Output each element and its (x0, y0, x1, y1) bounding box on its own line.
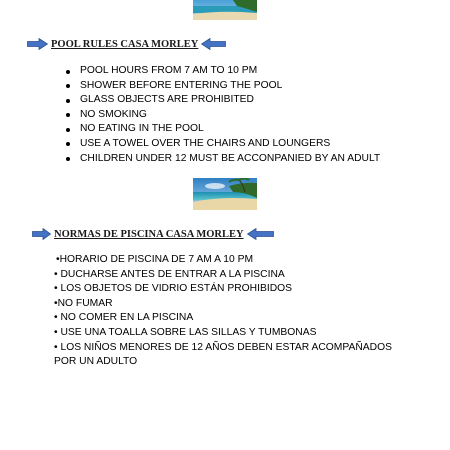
list-item: • LOS NIÑOS MENORES DE 12 AÑOS DEBEN ESTAR ACOMPAÑADOS (54, 341, 392, 353)
left-arrow-icon (247, 228, 274, 240)
list-item: •HORARIO DE PISCINA DE 7 AM A 10 PM (56, 254, 254, 265)
english-heading-title: POOL RULES CASA MORLEY (51, 38, 199, 50)
list-item: GLASS OBJECTS ARE PROHIBITED (64, 93, 380, 108)
right-arrow-icon (27, 38, 48, 50)
list-item: USE A TOWEL OVER THE CHAIRS AND LOUNGERS (64, 137, 380, 152)
list-item: POOL HOURS FROM 7 AM TO 10 PM (64, 64, 380, 79)
beach-image-top (193, 0, 257, 20)
spanish-rules-list (54, 253, 392, 370)
list-item: SHOWER BEFORE ENTERING THE POOL (64, 79, 380, 94)
list-item: • NO COMER EN LA PISCINA (54, 312, 194, 324)
right-arrow-icon (32, 228, 51, 240)
list-item: NO SMOKING (64, 108, 380, 123)
english-rules-list (64, 64, 380, 166)
spanish-heading (32, 228, 274, 240)
list-item: •NO FUMAR (54, 297, 113, 309)
beach-image-middle (193, 178, 257, 210)
spanish-heading-title: NORMAS DE PISCINA CASA MORLEY (54, 228, 244, 240)
list-item: CHILDREN UNDER 12 MUST BE ACCONPANIED BY AN ADULT (64, 152, 380, 167)
list-item: • DUCHARSE ANTES DE ENTRAR A LA PISCINA (54, 268, 285, 280)
list-item: • LOS OBJETOS DE VIDRIO ESTÁN PROHIBIDOS (54, 283, 293, 295)
english-heading (27, 38, 226, 50)
left-arrow-icon (201, 38, 226, 50)
list-item: • USE UNA TOALLA SOBRE LAS SILLAS Y TUMBONAS (54, 326, 317, 338)
list-item-continuation: POR UN ADULTO (54, 356, 138, 368)
list-item: NO EATING IN THE POOL (64, 122, 380, 137)
